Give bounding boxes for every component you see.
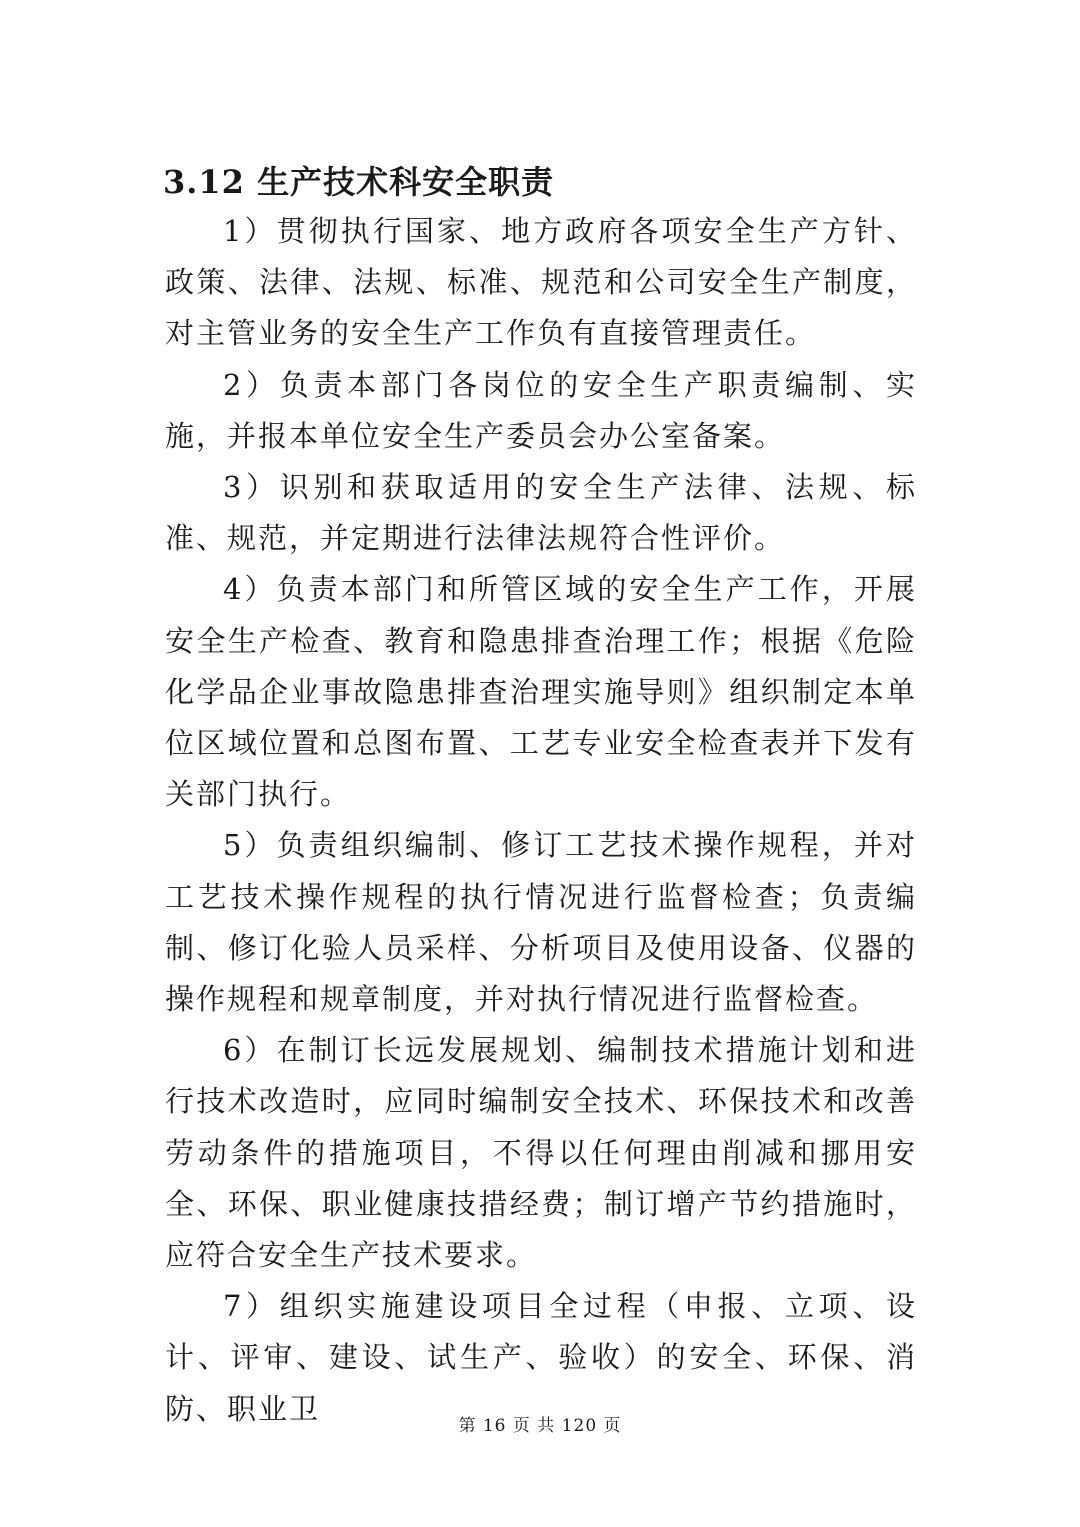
page-number-footer: 第 16 页 共 120 页 (458, 1416, 622, 1436)
section-heading: 3.12 生产技术科安全职责 (163, 163, 555, 201)
paragraph-3: 3）识别和获取适用的安全生产法律、法规、标准、规范，并定期进行法律法规符合性评价。 (165, 470, 917, 556)
paragraph-7: 7）组织实施建设项目全过程（申报、立项、设计、评审、建设、试生产、验收）的安全、环保、消防、职业卫 (165, 1289, 917, 1426)
paragraph-6: 6）在制订长远发展规划、编制技术措施计划和进行技术改造时，应同时编制安全技术、环保技术和改善劳动条件的措施项目，不得以任何理由削减和挪用安全、环保、职业健康技措经费；制订增产节约措施时，应符合安全生产技术要求。 (165, 1033, 917, 1273)
paragraph-1: 1）贯彻执行国家、地方政府各项安全生产方针、政策、法律、法规、标准、规范和公司安全生产制度，对主管业务的安全生产工作负有直接管理责任。 (165, 214, 917, 351)
paragraph-4: 4）负责本部门和所管区域的安全生产工作，开展安全生产检查、教育和隐患排查治理工作；根据《危险化学品企业事故隐患排查治理实施导则》组织制定本单位区域位置和总图布置、工艺专业安全检查表并下发有关部门执行。 (165, 572, 917, 812)
body-text (165, 206, 917, 1435)
paragraph-2: 2）负责本部门各岗位的安全生产职责编制、实施，并报本单位安全生产委员会办公室备案。 (165, 367, 917, 453)
paragraph-5: 5）负责组织编制、修订工艺技术操作规程，并对工艺技术操作规程的执行情况进行监督检查；负责编制、修订化验人员采样、分析项目及使用设备、仪器的操作规程和规章制度，并对执行情况进行监督检查。 (165, 828, 917, 1017)
